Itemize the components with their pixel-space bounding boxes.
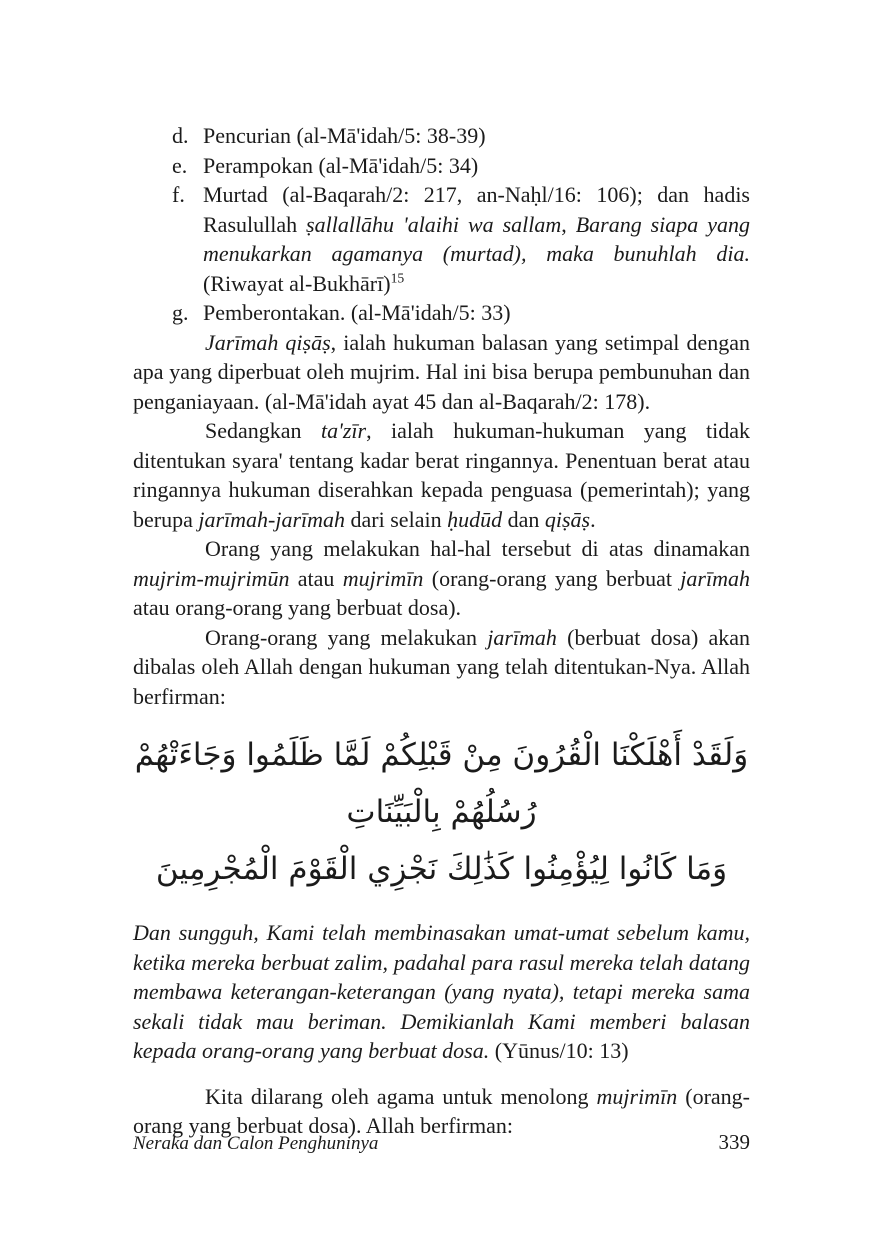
page-footer: [133, 1130, 750, 1155]
footer-page-number: 339: [718, 1130, 750, 1154]
list-item-marker: g.: [172, 300, 189, 325]
arabic-line-2: وَمَا كَانُوا لِيُؤْمِنُوا كَذَٰلِكَ نَجْزِي الْقَوْمَ الْمُجْرِمِينَ: [155, 851, 728, 887]
list-item-text: Murtad (al-Baqarah/2: 217, an-Naḥl/16: 106); dan hadis Rasulullah ṣallallāhu 'alaihi wa sallam, Barang siapa yang menukarkan agamanya (murtad), maka bunuhlah dia. (Riwayat al-Bukhārī)$^{15}$: [203, 182, 750, 296]
footer-book-title: Neraka dan Calon Penghuninya: [133, 1133, 379, 1154]
paragraph-kita-dilarang: Kita dilarang oleh agama untuk menolong mujrimīn (orang-orang yang berbuat dosa). Allah berfirman:: [133, 1083, 750, 1138]
paragraph-jarimah-qisas: Jarīmah qiṣāṣ, ialah hukuman balasan yang setimpal dengan apa yang diperbuat oleh mujrim. Hal ini bisa berupa pembunuhan dan penganiayaan. (al-Mā'idah ayat 45 dan al-Baqarah/2: 178).: [133, 329, 751, 414]
arabic-line-1: وَلَقَدْ أَهْلَكْنَا الْقُرُونَ مِنْ قَبْلِكُمْ لَمَّا ظَلَمُوا وَجَاءَتْهُمْ رُسُلُهُمْ بِالْبَيِّنَاتِ: [134, 737, 749, 830]
list-item-text: Pencurian (al-Mā'idah/5: 38-39): [203, 123, 486, 148]
list-item-marker: e.: [172, 152, 188, 178]
list-item-pemberontakan: [172, 298, 750, 328]
list-item-marker: f.: [172, 182, 185, 207]
list-item-text: Perampokan (al-Mā'idah/5: 34): [203, 152, 479, 178]
paragraph-tazir: Sedangkan ta'zīr, ialah hukuman-hukuman yang tidak ditentukan syara' tentang kadar berat ringannya. Penentuan berat atau ringannya hukuman diserahkan kepada penguasa (pemerintah); yang berupa jarīmah-jarīmah dari selain ḥudūd dan qiṣāṣ.: [133, 418, 751, 532]
list-item-pencurian: [172, 121, 750, 151]
list-item-perampokan: [172, 151, 750, 181]
lettered-list: [133, 121, 750, 328]
paragraph-pelaku-jarimah: Orang yang melakukan hal-hal tersebut di atas dinamakan mujrim-mujrimūn atau mujrimīn (orang-orang yang berbuat jarīmah atau orang-orang yang berbuat dosa).: [133, 536, 750, 620]
list-item-text: Pemberontakan. (al-Mā'idah/5: 33): [203, 300, 511, 325]
list-item-murtad: [172, 180, 750, 298]
quran-verse-arabic: [133, 727, 750, 898]
paragraph-balasan-allah: Orang-orang yang melakukan jarīmah (berbuat dosa) akan dibalas oleh Allah dengan hukuman yang telah ditentukan-Nya. Allah berfirman:: [133, 624, 750, 709]
verse-translation: Dan sungguh, Kami telah membinasakan umat-umat sebelum kamu, ketika mereka berbuat zalim, padahal para rasul mereka telah datang membawa keterangan-keterangan (yang nyata), tetapi mereka sama sekali tidak mau beriman. Demikianlah Kami memberi balasan kepada orang-orang yang berbuat dosa. (Yūnus/10: 13): [133, 920, 750, 1063]
page-content: [133, 121, 750, 1141]
list-item-marker: d.: [172, 123, 189, 148]
